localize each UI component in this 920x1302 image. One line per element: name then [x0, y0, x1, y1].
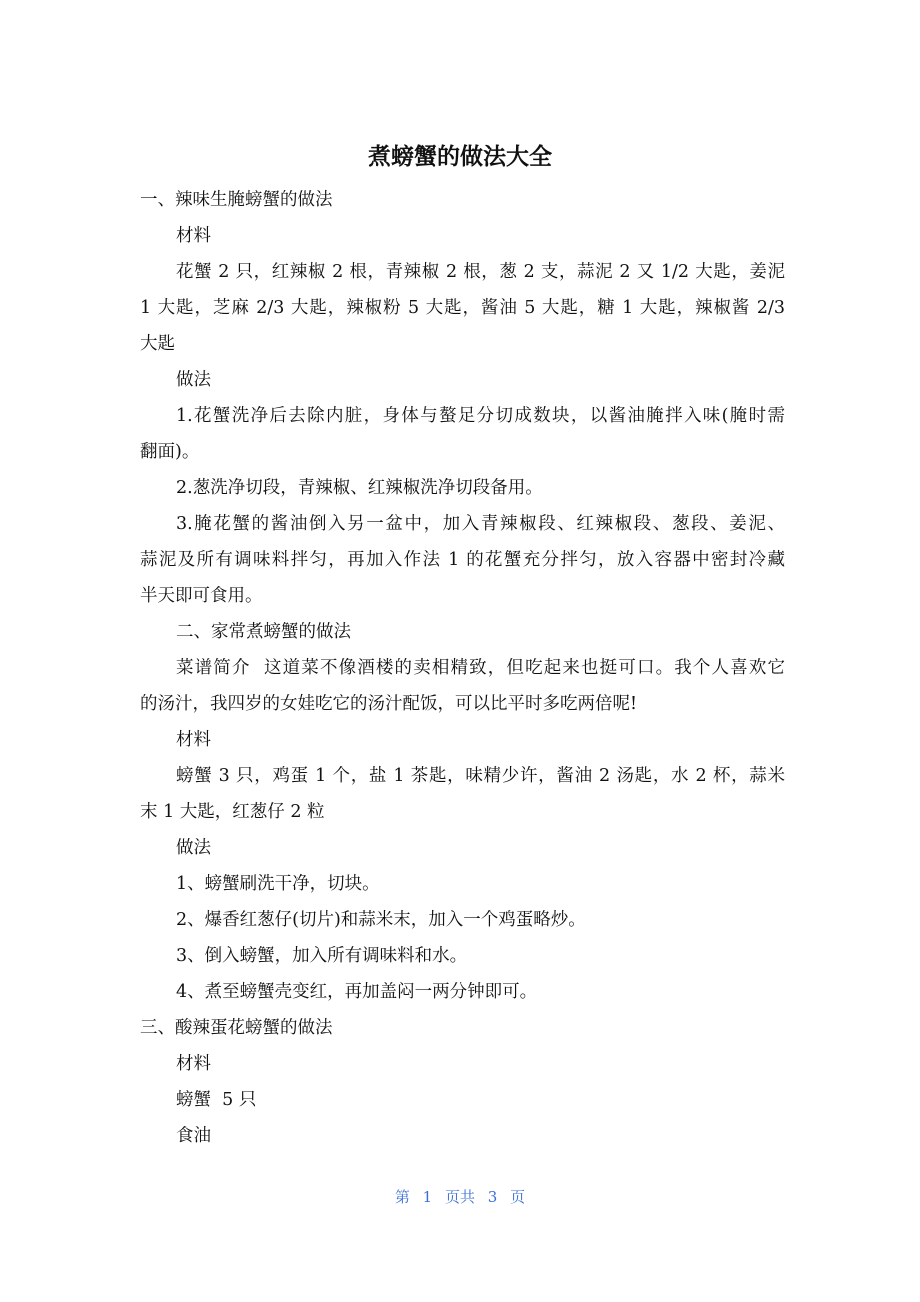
text-line: 1.花蟹洗净后去除内脏，身体与螯足分切成数块，以酱油腌拌入味(腌时需 [176, 406, 785, 426]
text-line: 的汤汁，我四岁的女娃吃它的汤汁配饭，可以比平时多吃两倍呢! [140, 694, 638, 714]
subheading: 做法 [176, 838, 211, 858]
text-line: 半天即可食用。 [140, 586, 263, 606]
text-line: 大匙 [140, 334, 175, 354]
document-title: 煮螃蟹的做法大全 [368, 144, 552, 170]
text-line: 食油 [176, 1126, 211, 1146]
subheading: 做法 [176, 370, 211, 390]
text-line: 4、煮至螃蟹壳变红，再加盖闷一两分钟即可。 [176, 982, 538, 1002]
text-line: 1、螃蟹刷洗干净，切块。 [176, 874, 380, 894]
text-line: 蒜泥及所有调味料拌匀，再加入作法 1 的花蟹充分拌匀，放入容器中密封冷藏 [140, 550, 785, 570]
text-line: 螃蟹 3 只，鸡蛋 1 个，盐 1 茶匙，味精少许，酱油 2 汤匙，水 2 杯，蒜米 [176, 766, 785, 786]
text-line: 1 大匙，芝麻 2/3 大匙，辣椒粉 5 大匙，酱油 5 大匙，糖 1 大匙，辣椒酱 2/3 [140, 298, 785, 318]
text-line: 3.腌花蟹的酱油倒入另一盆中，加入青辣椒段、红辣椒段、葱段、姜泥、 [176, 514, 785, 534]
section-heading: 一、辣味生腌螃蟹的做法 [140, 190, 333, 210]
subheading: 材料 [176, 226, 211, 246]
text-line: 花蟹 2 只，红辣椒 2 根，青辣椒 2 根，葱 2 支，蒜泥 2 又 1/2 大匙，姜泥 [176, 262, 785, 282]
text-line: 翻面)。 [140, 442, 200, 462]
subheading: 材料 [176, 1054, 211, 1074]
text-line: 2.葱洗净切段，青辣椒、红辣椒洗净切段备用。 [176, 478, 543, 498]
text-line: 3、倒入螃蟹，加入所有调味料和水。 [176, 946, 468, 966]
text-line: 2、爆香红葱仔(切片)和蒜米末，加入一个鸡蛋略炒。 [176, 910, 586, 930]
text-line: 菜谱简介 这道菜不像酒楼的卖相精致，但吃起来也挺可口。我个人喜欢它 [176, 658, 785, 678]
text-line: 螃蟹 5 只 [176, 1090, 257, 1110]
document-body [140, 182, 785, 1154]
section-heading: 三、酸辣蛋花螃蟹的做法 [140, 1018, 333, 1038]
text-line: 末 1 大匙，红葱仔 2 粒 [140, 802, 325, 822]
page-footer: 第 1 页共 3 页 [394, 1188, 526, 1206]
section-heading: 二、家常煮螃蟹的做法 [176, 622, 351, 642]
subheading: 材料 [176, 730, 211, 750]
